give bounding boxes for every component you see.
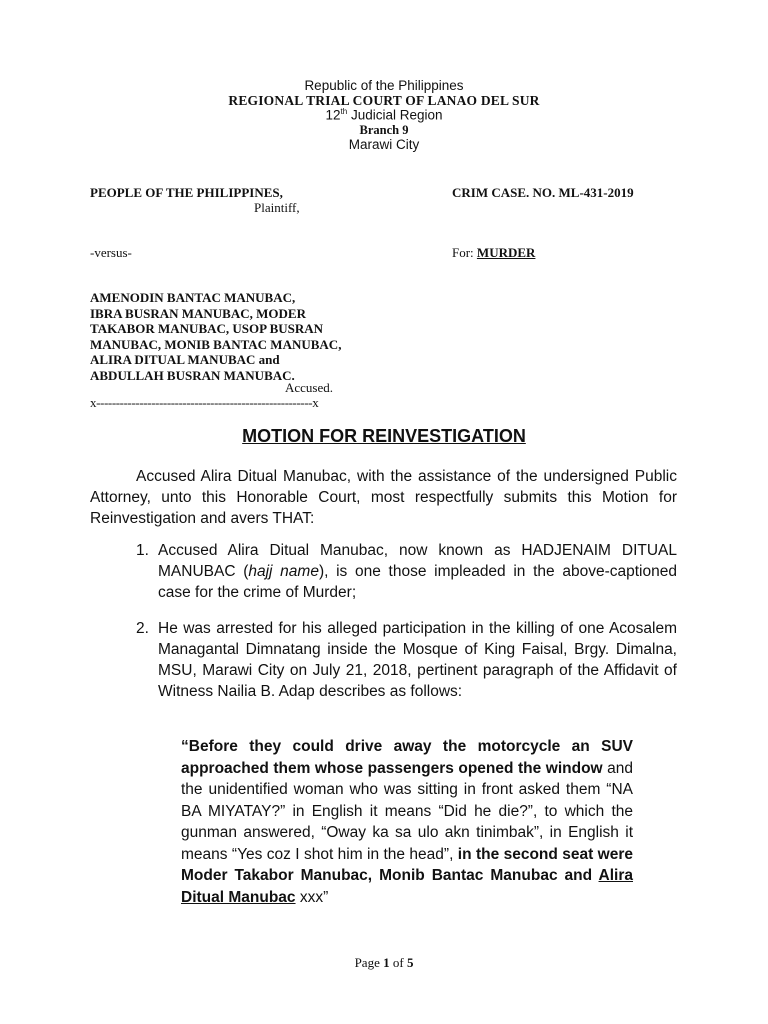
quote-underlined-name: Alira Ditual Manubac (181, 867, 633, 906)
total-pages: 5 (406, 955, 414, 970)
quote-bold-part: Before they could drive away the motorcycle an SUV approached them whose passengers opened the window (181, 738, 633, 777)
item-number: 1. (136, 542, 149, 559)
republic-line: Republic of the Philippines (304, 78, 464, 93)
region-text: Judicial Region (347, 107, 443, 123)
offense-value: MURDER (476, 245, 536, 260)
quote-close: xxx” (295, 888, 329, 906)
item-text-part: ), is one those impleaded in the above-captioned case for the crime of Murder; (158, 563, 677, 601)
item-text-part: Accused Alira Ditual Manubac, now known as HADJENAIM DITUAL MANUBAC ( (158, 542, 677, 580)
accused-line: MANUBAC, MONIB BANTAC MANUBAC, (90, 336, 342, 352)
caption-separator: x-------------------------------------------------------x (90, 395, 319, 410)
quote-normal-part: and the unidentified woman who was sitting in front asked them “NA BA MIYATAY?” in English it means “Did he die?”, to which the gunman answered, “Oway ka sa ulo akn tinimbak”, in English it means “Yes coz I shot him in the head”, (181, 759, 633, 863)
region-number: 12 (325, 107, 341, 123)
accused-role: Accused. (285, 380, 334, 395)
accused-line: TAKABOR MANUBAC, USOP BUSRAN (90, 321, 324, 336)
current-page: 1 (383, 955, 390, 970)
accused-line: AMENODIN BANTAC MANUBAC, (90, 290, 296, 305)
page-word: Page (354, 955, 380, 970)
intro-lead: Accused Alira Ditual Manubac (136, 468, 347, 485)
item-number: 2. (136, 620, 149, 637)
affidavit-quote (181, 736, 633, 908)
case-offense (452, 245, 535, 261)
region-suffix: th (340, 107, 348, 116)
intro-rest: , with the assistance of the undersigned Public Attorney, unto this Honorable Court, most respectfully submits this Motion for Reinvestigation and avers THAT: (90, 468, 677, 527)
item-text (158, 540, 677, 603)
accused-line: ALIRA DITUAL MANUBAC and (90, 352, 280, 367)
versus-label: -versus- (90, 245, 132, 260)
accused-line: IBRA BUSRAN MANUBAC, MODER (90, 305, 306, 321)
accused-line: ABDULLAH BUSRAN MANUBAC. (90, 367, 295, 383)
for-label: For: (452, 245, 474, 260)
court-name: REGIONAL TRIAL COURT OF LANAO DEL SUR (228, 93, 540, 108)
plaintiff-name: PEOPLE OF THE PHILIPPINES, (90, 185, 283, 200)
document-title: MOTION FOR REINVESTIGATION (242, 426, 526, 446)
intro-paragraph (90, 466, 677, 529)
page-number (0, 955, 768, 971)
judicial-region (0, 107, 768, 123)
city-line: Marawi City (348, 137, 420, 152)
of-word: of (392, 955, 404, 970)
item-text: He was arrested for his alleged participation in the killing of one Acosalem Managantal Dimnatang inside the Mosque of King Faisal, Brgy. Dimalna, MSU, Marawi City on July 21, 2018, pertinent paragraph of the Affidavit of Witness Nailia B. Adap describes as follows: (158, 620, 677, 700)
quote-open: “ (181, 738, 189, 755)
quote-bold-part: in the second seat were Moder Takabor Manubac, Monib Bantac Manubac and (181, 845, 633, 884)
case-number: CRIM CASE. NO. ML-431-2019 (452, 185, 634, 200)
branch-line: Branch 9 (359, 123, 409, 137)
accused-block (90, 290, 341, 383)
plaintiff-role: Plaintiff, (254, 200, 300, 215)
hajj-name-note: hajj name (248, 563, 319, 580)
